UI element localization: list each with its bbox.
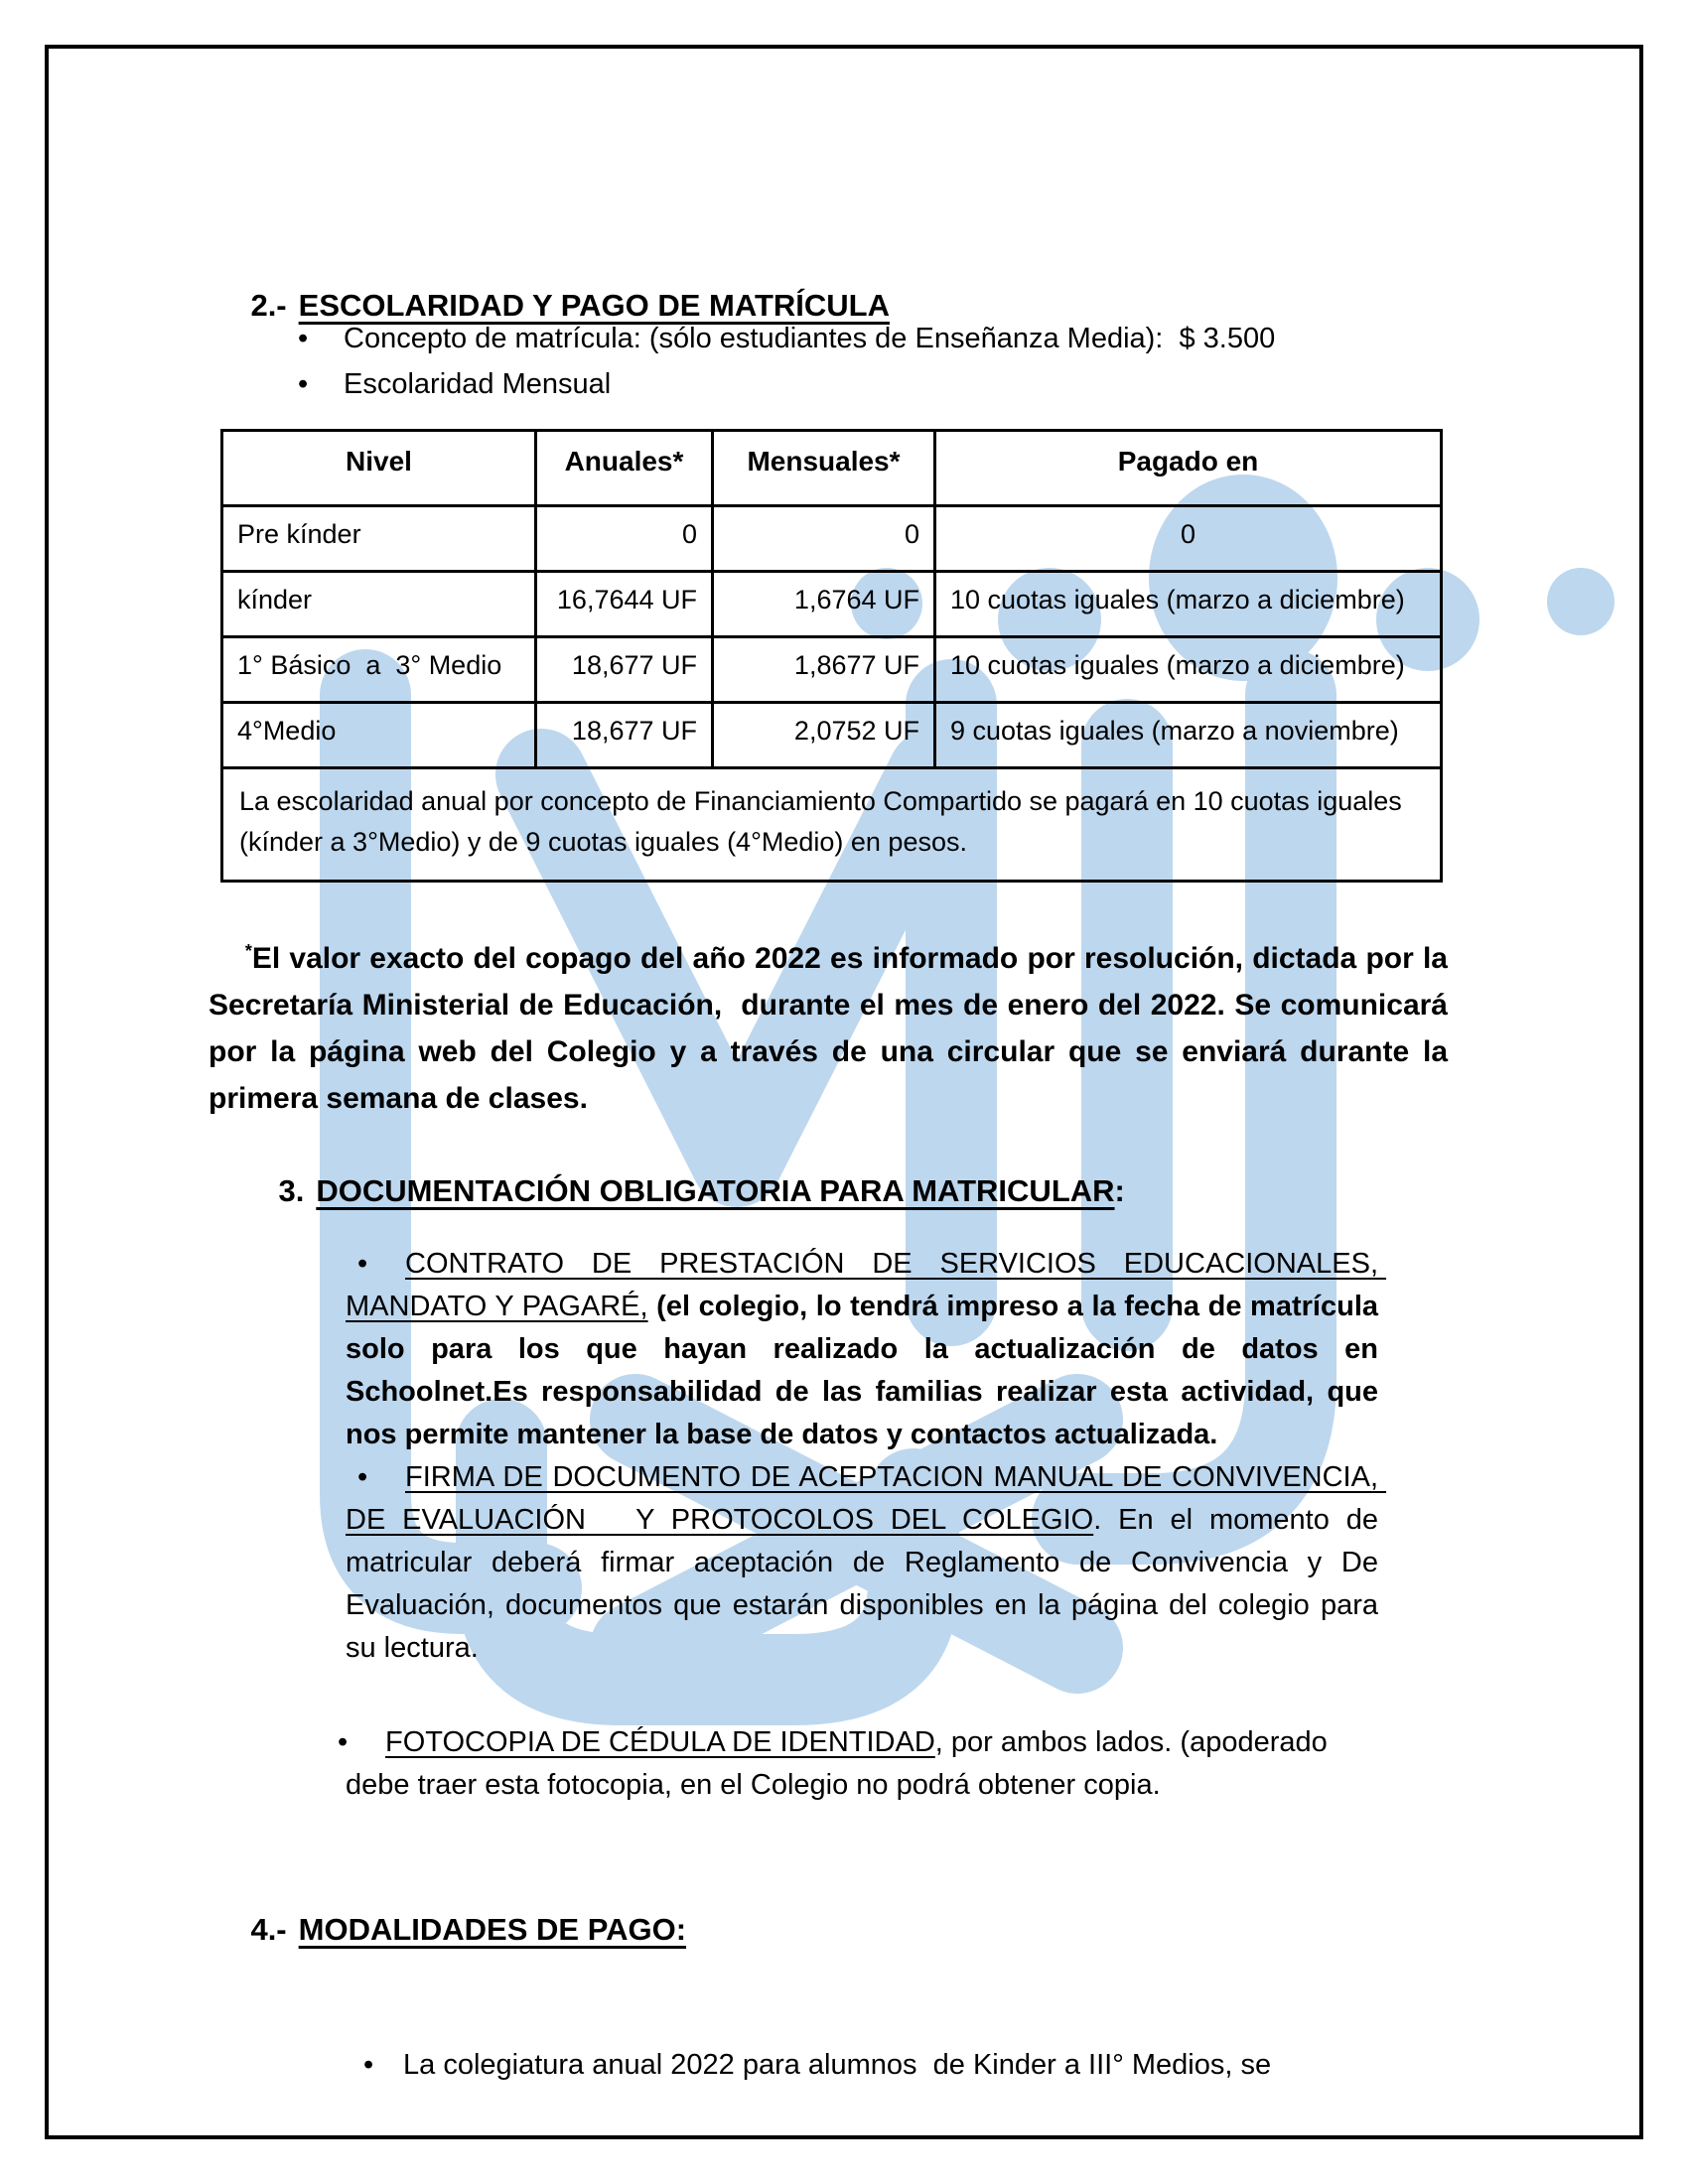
bullet-text: (el colegio, lo tendrá impreso a la fecha de matrícula solo para los que hayan realizado la actualización de datos en Schoolnet.Es responsabilidad de las familias realizar esta actividad, que nos permite mantener la base de datos y contactos actualizada. — [346, 1291, 1387, 1450]
column-header: Anuales* — [536, 431, 713, 506]
bullet-text: Concepto de matrícula: (sólo estudiantes de Enseñanza Media): $ 3.500 — [344, 323, 1276, 354]
list-item — [346, 1721, 1378, 1807]
table-row — [222, 703, 1442, 768]
section-4-bullet-list — [346, 2043, 1378, 2088]
list-item — [344, 361, 1336, 407]
bullet-text: La colegiatura anual 2022 para alumnos de Kinder a III° Medios, se — [403, 2049, 1272, 2081]
bullet-underlined-text: FOTOCOPIA DE CÉDULA DE IDENTIDAD — [385, 1726, 935, 1758]
table-note: La escolaridad anual por concepto de Financiamiento Compartido se pagará en 10 cuotas iguales (kínder a 3°Medio) y de 9 cuotas iguales (4°Medio) en pesos. — [222, 768, 1442, 882]
bullet-underlined-text: FIRMA DE DOCUMENTO DE ACEPTACION MANUAL DE CONVIVENCIA, DE EVALUACIÓN Y PROTOCOLOS DEL COLEGIO — [346, 1461, 1387, 1536]
section-4-title: MODALIDADES DE PAGO: — [298, 1912, 687, 1947]
section-4-heading — [216, 1876, 686, 1983]
cell-pagado: 10 cuotas iguales (marzo a diciembre) — [935, 572, 1442, 637]
cell-anuales: 0 — [536, 506, 713, 572]
section-3-colon: : — [1114, 1173, 1125, 1208]
bullet-underlined-text: CONTRATO DE PRESTACIÓN DE SERVICIOS EDUCACIONALES, MANDATO Y PAGARÉ, — [346, 1248, 1387, 1322]
section-2-title: ESCOLARIDAD Y PAGO DE MATRÍCULA — [298, 288, 890, 323]
bullet-text: , por ambos lados. (apoderado debe traer esta fotocopia, en el Colegio no podrá obtener copia. — [346, 1726, 1336, 1801]
cell-anuales: 16,7644 UF — [536, 572, 713, 637]
section-3-number: 3. — [278, 1173, 305, 1208]
column-header: Nivel — [222, 431, 536, 506]
table-header-row — [222, 431, 1442, 506]
list-item — [344, 316, 1336, 361]
section-2-bullet-list — [344, 316, 1336, 407]
cell-mensuales: 1,6764 UF — [713, 572, 935, 637]
section-3-title: DOCUMENTACIÓN OBLIGATORIA PARA MATRICULAR — [316, 1173, 1115, 1208]
cell-pagado: 0 — [935, 506, 1442, 572]
fee-table — [220, 429, 1443, 883]
list-item — [346, 1456, 1387, 1670]
cell-anuales: 18,677 UF — [536, 703, 713, 768]
column-header: Pagado en — [935, 431, 1442, 506]
bullet-text: Escolaridad Mensual — [344, 368, 612, 400]
section-3-bullet-list — [346, 1243, 1387, 1807]
cell-mensuales: 2,0752 UF — [713, 703, 935, 768]
cell-nivel: 4°Medio — [222, 703, 536, 768]
cell-mensuales: 1,8677 UF — [713, 637, 935, 703]
table-note-row — [222, 768, 1442, 882]
table-row — [222, 572, 1442, 637]
table-row — [222, 506, 1442, 572]
cell-mensuales: 0 — [713, 506, 935, 572]
footnote-marker: * — [244, 941, 252, 961]
section-4-number: 4.- — [250, 1912, 287, 1947]
list-item — [346, 2043, 1378, 2088]
cell-nivel: kínder — [222, 572, 536, 637]
cell-nivel: 1° Básico a 3° Medio — [222, 637, 536, 703]
cell-nivel: Pre kínder — [222, 506, 536, 572]
list-item — [346, 1243, 1387, 1456]
bullet-text: . En el momento de matricular deberá firmar aceptación de Reglamento de Convivencia y De Evaluación, documentos que estarán disponibles en la página del colegio para su lectura. — [346, 1504, 1387, 1664]
copago-text: El valor exacto del copago del año 2022 es informado por resolución, dictada por la Secretaría Ministerial de Educación, durante el mes de enero del 2022. Se comunicará por la página web del Colegio y a través de una circular que se enviará durante la primera semana de clases. — [209, 942, 1457, 1115]
cell-anuales: 18,677 UF — [536, 637, 713, 703]
cell-pagado: 10 cuotas iguales (marzo a diciembre) — [935, 637, 1442, 703]
table-row — [222, 637, 1442, 703]
section-2-number: 2.- — [250, 288, 287, 323]
column-header: Mensuales* — [713, 431, 935, 506]
cell-pagado: 9 cuotas iguales (marzo a noviembre) — [935, 703, 1442, 768]
section-3-heading — [244, 1138, 1125, 1245]
copago-note — [209, 882, 1457, 1168]
